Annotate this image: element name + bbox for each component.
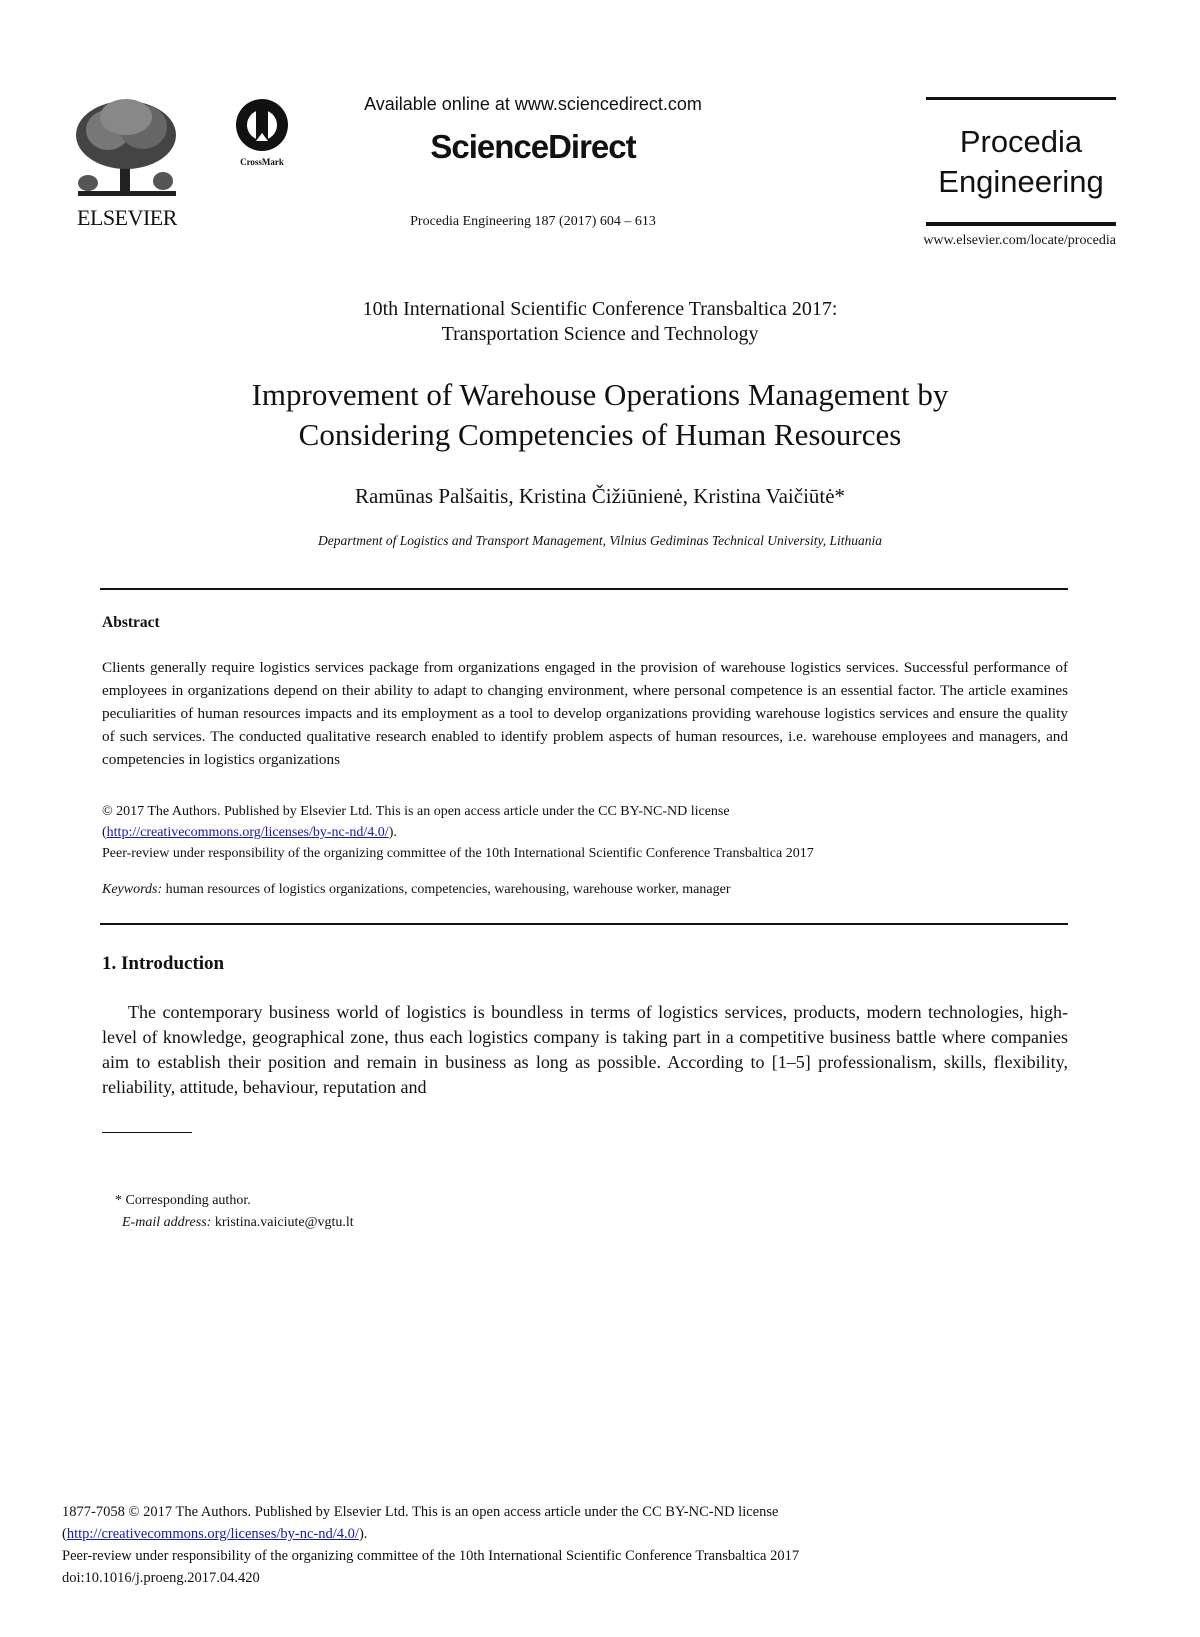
corresponding-author-note: * Corresponding author.	[115, 1193, 251, 1208]
conference-line1: 10th International Scientific Conference Transbaltica 2017:	[362, 298, 838, 320]
license-close-paren: ).	[388, 825, 397, 840]
bottom-peer-review-line: Peer-review under responsibility of the organizing committee of the 10th International Scientific Conference Transbaltica 2017	[62, 1548, 800, 1564]
elsevier-tree-logo	[68, 95, 186, 200]
publisher-name: ELSEVIER	[77, 205, 177, 230]
keywords-line	[102, 882, 1068, 898]
journal-title-line2: Engineering	[938, 164, 1104, 199]
email-label: E-mail address:	[122, 1215, 212, 1230]
conference-line2: Transportation Science and Technology	[441, 323, 759, 345]
journal-title-line1: Procedia	[959, 124, 1083, 159]
paper-title-line1: Improvement of Warehouse Operations Management by	[251, 377, 949, 412]
license-open-paren: (	[102, 825, 107, 840]
journal-title-bottom-rule	[926, 222, 1116, 226]
journal-url[interactable]: www.elsevier.com/locate/procedia	[923, 233, 1116, 248]
platform-name: ScienceDirect	[430, 128, 636, 165]
available-online-text: Available online at www.sciencedirect.com	[364, 94, 702, 114]
introduction-heading: 1. Introduction	[102, 953, 225, 974]
bottom-license-close-paren: ).	[358, 1526, 368, 1542]
journal-citation: Procedia Engineering 187 (2017) 604 – 613	[410, 214, 656, 229]
keywords-text: human resources of logistics organizations, competencies, warehousing, warehouse worker, manager	[165, 882, 731, 897]
email-address[interactable]: kristina.vaiciute@vgtu.lt	[214, 1215, 354, 1230]
footnote	[115, 1190, 354, 1234]
doi-line[interactable]: doi:10.1016/j.proeng.2017.04.420	[62, 1570, 260, 1586]
crossmark-logo[interactable]	[232, 97, 296, 169]
crossmark-label: CrossMark	[240, 157, 284, 167]
affiliation: Department of Logistics and Transport Management, Vilnius Gediminas Technical University, Lithuania	[318, 533, 882, 548]
abstract-bottom-rule	[100, 923, 1068, 925]
peer-review-line: Peer-review under responsibility of the organizing committee of the 10th International Scientific Conference Transbaltica 2017	[102, 846, 814, 861]
paper-title-line2: Considering Competencies of Human Resources	[298, 417, 902, 452]
copyright-block	[102, 801, 1068, 864]
author-list: Ramūnas Palšaitis, Kristina Čižiūnienė, Kristina Vaičiūtė*	[354, 484, 846, 508]
bottom-license-link[interactable]: http://creativecommons.org/licenses/by-nc-nd/4.0/	[66, 1526, 359, 1542]
issn-line: 1877-7058 © 2017 The Authors. Published by Elsevier Ltd. This is an open access article under the CC BY-NC-ND license	[62, 1504, 779, 1520]
abstract-heading: Abstract	[102, 614, 160, 631]
footnote-rule	[102, 1132, 192, 1133]
introduction-body: The contemporary business world of logistics is boundless in terms of logistics services, products, modern technologies, high-level of knowledge, geographical zone, thus each logistics company is taking part in a competitive business battle where companies aim to establish their position and remain in business as long as possible. According to [1–5] professionalism, skills, flexibility, reliability, attitude, behaviour, reputation and	[102, 1002, 1068, 1097]
license-link[interactable]: http://creativecommons.org/licenses/by-nc-nd/4.0/	[106, 825, 389, 840]
copyright-line: © 2017 The Authors. Published by Elsevier Ltd. This is an open access article under the CC BY-NC-ND license	[102, 804, 730, 819]
bottom-license-line	[62, 1523, 1062, 1545]
journal-title	[926, 122, 1116, 202]
email-line	[115, 1212, 354, 1234]
paper-title	[100, 375, 1100, 455]
abstract-top-rule	[100, 588, 1068, 590]
conference-name	[100, 297, 1100, 347]
abstract-body: Clients generally require logistics services package from organizations engaged in the provision of warehouse logistics services. Successful performance of employees in organizations depend on their ability to adapt to changing environment, where personal competence is an essential factor. The article examines peculiarities of human resources impacts and its employment as a tool to develop organizations providing warehouse logistics services and ensure the quality of such services. The conducted qualitative research enabled to identify problem aspects of human resources, i.e. warehouse employees and managers, and competencies in logistics organizations	[102, 659, 1068, 768]
bottom-notes	[62, 1501, 1062, 1589]
keywords-label: Keywords:	[102, 882, 163, 897]
bottom-license-open-paren: (	[62, 1526, 67, 1542]
license-line	[102, 822, 1068, 843]
journal-title-top-rule	[926, 97, 1116, 100]
